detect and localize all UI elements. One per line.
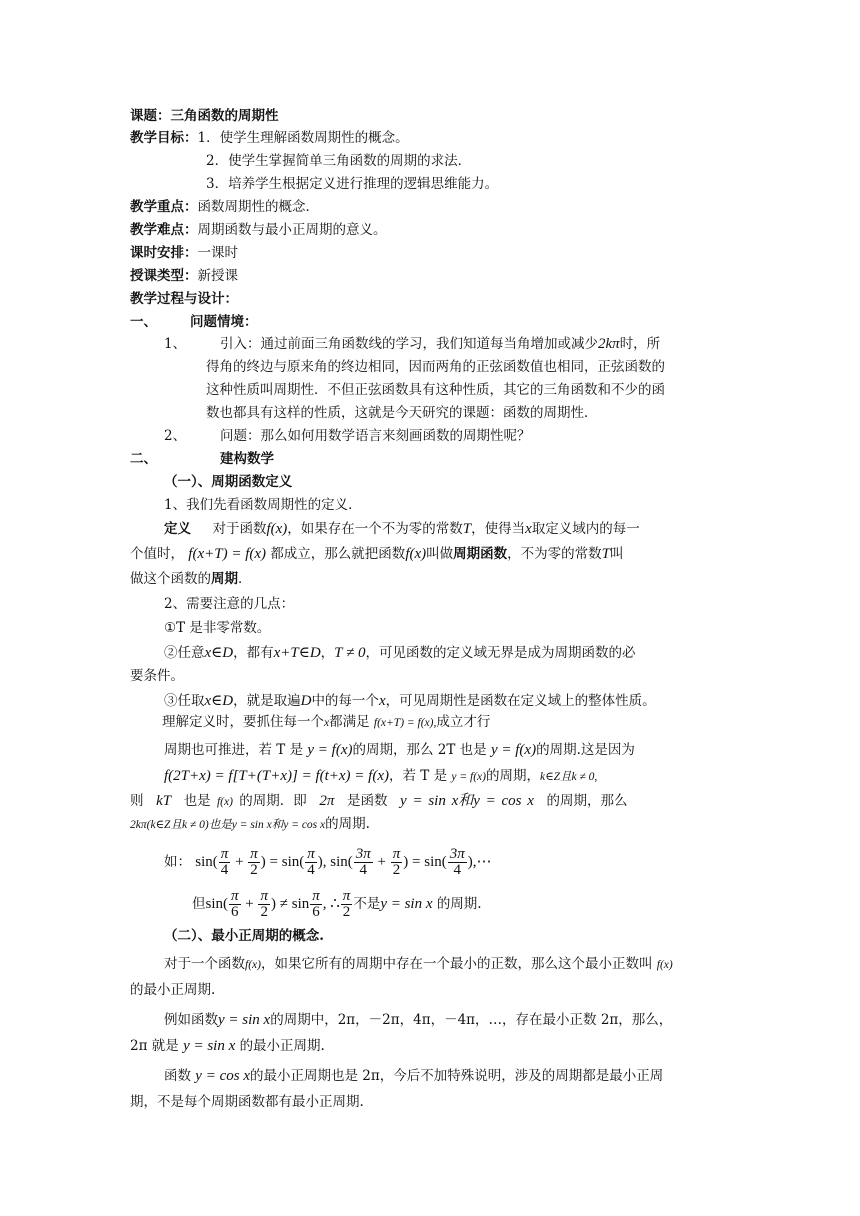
fraction	[229, 889, 241, 920]
math-run: f(x+T) = f(x),	[373, 717, 437, 729]
math-run: x∈D	[204, 693, 234, 709]
text-run: ，如果存在一个不为零的常数	[287, 521, 463, 537]
text-run: ，就是取遍	[233, 693, 301, 709]
math-run: sin(	[205, 896, 228, 912]
fraction-numerator: π	[392, 846, 401, 862]
fraction	[258, 889, 270, 920]
text-run: 叫做	[426, 546, 454, 562]
text-run: 时，所	[619, 336, 661, 352]
text-run: 做这个函数的	[130, 571, 211, 587]
note-item-2	[164, 643, 635, 663]
math-run: f(x)	[245, 959, 261, 971]
math-run: f(x)	[656, 959, 673, 971]
text-run: 对于函数	[212, 521, 267, 537]
definition-line-2	[130, 544, 623, 564]
math-run: f(x)	[266, 521, 288, 537]
key-point-label: 教学重点：	[130, 199, 198, 215]
fraction-denominator: 2	[342, 904, 351, 920]
text-run: 的周期，那么 2T 也是	[352, 742, 487, 758]
math-run: x	[324, 717, 330, 729]
math-run: x+T∈D	[273, 645, 321, 661]
section1-item1-line3: 这种性质叫周期性．不但正弦函数具有这种性质，其它的三角函数和不少的函	[206, 382, 665, 398]
text-run: 也是	[183, 793, 211, 809]
math-run: 2kπ(k∈Z且k ≠ 0)也是y = sin x和y = cos x	[130, 819, 326, 831]
text-run: 都满足	[329, 714, 370, 730]
text-run: 的周期.	[325, 816, 370, 832]
text-run: 的周期.这是因为	[536, 742, 635, 758]
text-run: 取定义域内的每一	[531, 521, 640, 537]
text-run: 叫	[609, 546, 624, 562]
goals-label: 教学目标：	[130, 130, 198, 146]
text-run: 理解定义时，要抓住每一个	[162, 714, 324, 730]
lesson-type-line	[130, 266, 238, 286]
section1-item1-line2: 得角的终边与原来角的终边相同，因而两角的正弦函数值也相同，正弦函数的	[206, 359, 665, 375]
min-period-example-line-1	[164, 1010, 672, 1030]
difficulty-label: 教学难点：	[130, 222, 198, 238]
text-run: 的周期．即	[239, 793, 307, 809]
math-run: y = sin x	[218, 1012, 271, 1028]
text-run: 如：	[164, 854, 191, 870]
text-run: 2π 就是	[130, 1038, 179, 1054]
fraction-denominator: 4	[359, 862, 368, 878]
math-run: +	[231, 854, 248, 870]
paragraph-definition-intro: 1、我们先看函数周期性的定义．	[164, 497, 362, 513]
min-period-cos-line-1	[164, 1066, 663, 1086]
title-label: 课题：	[130, 108, 171, 124]
math-run: ) ≠ sin	[271, 896, 310, 912]
text-run: 的周期，	[485, 768, 540, 784]
section2-title: 建构数学	[220, 451, 274, 467]
fraction-denominator: 2	[392, 862, 401, 878]
note-item-2-cont: 要条件。	[130, 668, 184, 684]
key-point-line	[130, 197, 319, 217]
math-run: f(2T+x) = f[T+(T+x)] = f(t+x) = f(x)	[164, 768, 389, 784]
math-run: T ≠ 0	[334, 645, 366, 661]
fraction-denominator: 4	[453, 862, 461, 878]
example-line-2	[192, 886, 482, 922]
goal-item: 1．使学生理解函数周期性的概念。	[197, 130, 409, 146]
min-period-example-line-2	[130, 1036, 325, 1056]
fraction-numerator: π	[260, 888, 268, 904]
text-run: ，	[320, 645, 335, 661]
section1-item2-text: 问题：那么如何用数学语言来刻画函数的周期性呢？	[220, 428, 531, 444]
math-run: y = f(x)	[451, 771, 486, 783]
title-text: 三角函数的周期性	[170, 108, 279, 124]
schedule-label: 课时安排：	[130, 245, 198, 261]
schedule-text: 一课时	[197, 245, 238, 261]
fraction-denominator: 4	[220, 862, 229, 878]
text-run: 函数	[164, 1068, 191, 1084]
process-heading: 教学过程与设计：	[130, 291, 238, 307]
text-run: ，可见周期性是函数在定义域上的整体性质。	[385, 693, 656, 709]
text-run: 中的每一个	[311, 693, 379, 709]
fraction	[448, 847, 467, 878]
math-run: ) = sin(	[403, 854, 447, 870]
text-run: 不是	[353, 896, 381, 912]
min-period-line-2: 的最小正周期.	[130, 982, 216, 998]
math-run: ) = sin(	[260, 854, 305, 870]
math-run: f(x)	[405, 546, 427, 562]
math-2kpi: 2kπ	[598, 336, 620, 352]
fraction-numerator: π	[231, 888, 239, 904]
text-run: 的最小正周期.	[239, 1038, 325, 1054]
text-run: 是函数	[346, 793, 388, 809]
note-item-3	[164, 691, 656, 711]
fraction-denominator: 6	[231, 904, 239, 920]
fraction-denominator: 2	[250, 862, 258, 878]
math-run: x∈D	[204, 645, 234, 661]
fraction-numerator: π	[342, 888, 351, 904]
fraction	[354, 847, 373, 878]
text-run: 的周期中，2π，－2π，4π，－4π，…，存在最小正数 2π，那么，	[270, 1012, 673, 1028]
fraction	[310, 889, 322, 920]
key-point-text: 函数周期性的概念．	[197, 199, 319, 215]
math-run: y = sin x	[380, 896, 433, 912]
math-run: f(x+T) = f(x)	[188, 546, 267, 562]
text-run: ②任意	[164, 645, 205, 661]
math-run: x	[525, 521, 532, 537]
text-run: ，不为零的常数	[507, 546, 602, 562]
text-run: 则	[130, 793, 144, 809]
fraction-denominator: 2	[260, 904, 268, 920]
math-run: k∈Z且k ≠ 0,	[539, 771, 598, 783]
text-run: ，都有	[233, 645, 274, 661]
fraction-numerator: π	[220, 846, 229, 862]
math-run: y = sin x和y = cos x	[400, 793, 534, 809]
difficulty-line	[130, 220, 387, 240]
math-run: 2π	[319, 793, 335, 809]
text-run: 成立才行	[436, 714, 491, 730]
math-run: y = f(x)	[307, 742, 353, 758]
math-run: +	[373, 854, 390, 870]
text-run: 周期	[211, 571, 238, 587]
min-period-cos-line-2: 期，不是每个周期函数都有最小正周期.	[130, 1094, 364, 1110]
text-run: 都成立，那么就把函数	[270, 546, 406, 562]
math-run: sin(	[195, 854, 218, 870]
paragraph-notes-intro: 2、需要注意的几点：	[164, 596, 295, 612]
text-run: 的周期，那么	[546, 793, 628, 809]
text-run: ，使得当	[471, 521, 526, 537]
fraction	[391, 847, 403, 878]
section1-item1-line1	[220, 334, 660, 354]
text-run: ，可见函数的定义域无界是成为周期函数的必	[365, 645, 636, 661]
math-run: +	[241, 896, 258, 912]
fraction-numerator: 3π	[449, 846, 465, 862]
fraction	[248, 847, 260, 878]
math-run: D	[300, 693, 312, 709]
section1-item2-number: 2、	[164, 428, 187, 444]
math-run: y = sin x	[183, 1038, 236, 1054]
note-item-1: ①T 是非零常数。	[164, 620, 271, 636]
extension-line-1	[164, 740, 635, 760]
text-run: 的周期.	[436, 896, 482, 912]
math-run: kT	[156, 793, 172, 809]
definition-line-3	[130, 569, 252, 589]
schedule-line	[130, 243, 238, 263]
note-item-4	[162, 712, 490, 733]
text-run: 周期也可推进，若 T 是	[164, 742, 304, 758]
section1-title: 问题情境：	[190, 314, 258, 330]
math-run: T	[601, 546, 610, 562]
math-run: x	[378, 693, 386, 709]
text-run: 的最小正周期也是 2π，今后不加特殊说明，涉及的周期都是最小正周	[249, 1068, 664, 1084]
goal-item: 2．使学生掌握简单三角函数的周期的求法．	[206, 153, 472, 169]
math-run: ), sin(	[317, 854, 353, 870]
difficulty-text: 周期函数与最小正周期的意义。	[197, 222, 387, 238]
math-run: , ∴	[322, 896, 340, 912]
math-run: y = cos x	[195, 1068, 250, 1084]
extension-line-4	[130, 814, 370, 835]
section1-number: 一、	[130, 314, 157, 330]
math-run: y = f(x)	[490, 742, 537, 758]
text-run: 对于一个函数	[164, 956, 245, 972]
fraction-denominator: 6	[312, 904, 320, 920]
lesson-title	[130, 106, 279, 126]
goal-item: 3．培养学生根据定义进行推理的逻辑思维能力。	[206, 176, 499, 192]
text-run: 引入：通过前面三角函数线的学习，我们知道每当角增加或减少	[220, 336, 598, 352]
fraction-numerator: π	[307, 846, 315, 862]
fraction-numerator: π	[312, 888, 320, 904]
text-run: 但	[192, 896, 206, 912]
goals-line-1	[130, 128, 409, 148]
section1-item1-number: 1、	[164, 336, 187, 352]
text-run: 个值时，	[130, 546, 184, 562]
text-run: ③任取	[164, 693, 205, 709]
extension-line-2	[164, 766, 597, 787]
text-run: ．	[238, 571, 252, 587]
lesson-type-text: 新授课	[197, 268, 238, 284]
fraction-numerator: π	[250, 846, 258, 862]
math-run: T	[462, 521, 472, 537]
text-run: ，如果它所有的周期中存在一个最小的正数，那么这个最小正数叫	[260, 956, 653, 972]
definition-label: 定义	[164, 521, 191, 537]
subsection1-title: （一）、周期函数定义	[164, 474, 293, 490]
section1-item1-line4: 数也都具有这样的性质，这就是今天研究的课题：函数的周期性．	[206, 405, 598, 421]
fraction	[341, 889, 353, 920]
extension-line-3	[130, 791, 628, 812]
fraction-numerator: 3π	[355, 846, 371, 862]
min-period-line-1	[164, 954, 673, 975]
lesson-type-label: 授课类型：	[130, 268, 198, 284]
example-line-1	[164, 844, 492, 880]
math-run: f(x)	[216, 796, 233, 808]
subsection2-title: （二）、最小正周期的概念.	[164, 928, 324, 944]
fraction	[305, 847, 317, 878]
fraction	[219, 847, 231, 878]
definition-line-1	[164, 519, 640, 539]
text-run: 周期函数	[453, 546, 508, 562]
text-run: 例如函数	[164, 1012, 218, 1028]
text-run: ，若 T 是	[389, 768, 448, 784]
section2-number: 二、	[130, 451, 157, 467]
fraction-denominator: 4	[307, 862, 315, 878]
math-run: ),⋯	[467, 854, 492, 870]
